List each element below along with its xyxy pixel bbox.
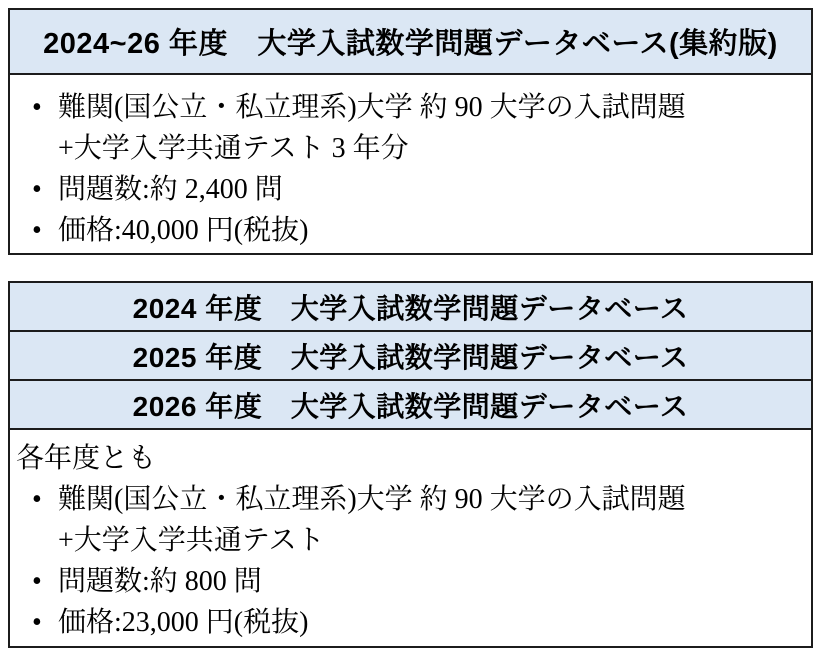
- aggregate-edition-title: 2024~26 年度 大学入試数学問題データベース(集約版): [43, 28, 778, 60]
- feature-continuation: +大学入学共通テスト: [58, 525, 325, 556]
- year-header-title: 2024 年度 大学入試数学問題データベース: [132, 292, 689, 324]
- year-header-2024: [10, 283, 811, 332]
- bullet-icon: •: [32, 484, 42, 515]
- intro-text: 各年度とも: [16, 443, 157, 474]
- bullet-icon: •: [32, 566, 42, 597]
- bullet-icon: •: [32, 607, 42, 638]
- aggregate-edition-title-bar: [10, 10, 811, 75]
- bullet-icon: •: [32, 215, 42, 246]
- feature-text: 問題数:約 800 問: [58, 566, 262, 597]
- feature-text: 難関(国公立・私立理系)大学 約 90 大学の入試問題: [58, 92, 686, 123]
- feature-text: 価格:23,000 円(税抜): [58, 607, 309, 638]
- feature-item-problem-count: [32, 561, 803, 602]
- bullet-icon: •: [32, 92, 42, 123]
- aggregate-edition-details: [10, 75, 811, 253]
- yearly-editions-card: [8, 281, 813, 648]
- feature-text: 価格:40,000 円(税抜): [58, 215, 309, 246]
- feature-continuation: +大学入学共通テスト 3 年分: [58, 133, 409, 164]
- bullet-icon: •: [32, 174, 42, 205]
- year-header-2026: [10, 381, 811, 430]
- feature-text: 問題数:約 2,400 問: [58, 174, 283, 205]
- feature-item-price: [32, 210, 803, 251]
- aggregate-edition-card: [8, 8, 813, 255]
- year-header-title: 2025 年度 大学入試数学問題データベース: [132, 341, 689, 373]
- feature-item-universities: [32, 479, 803, 520]
- feature-item-problem-count: [32, 169, 803, 210]
- year-header-2025: [10, 332, 811, 381]
- feature-item-price: [32, 602, 803, 643]
- yearly-editions-details: [10, 430, 811, 646]
- feature-item-universities: [32, 87, 803, 128]
- feature-text: 難関(国公立・私立理系)大学 約 90 大学の入試問題: [58, 484, 686, 515]
- year-header-title: 2026 年度 大学入試数学問題データベース: [132, 390, 689, 422]
